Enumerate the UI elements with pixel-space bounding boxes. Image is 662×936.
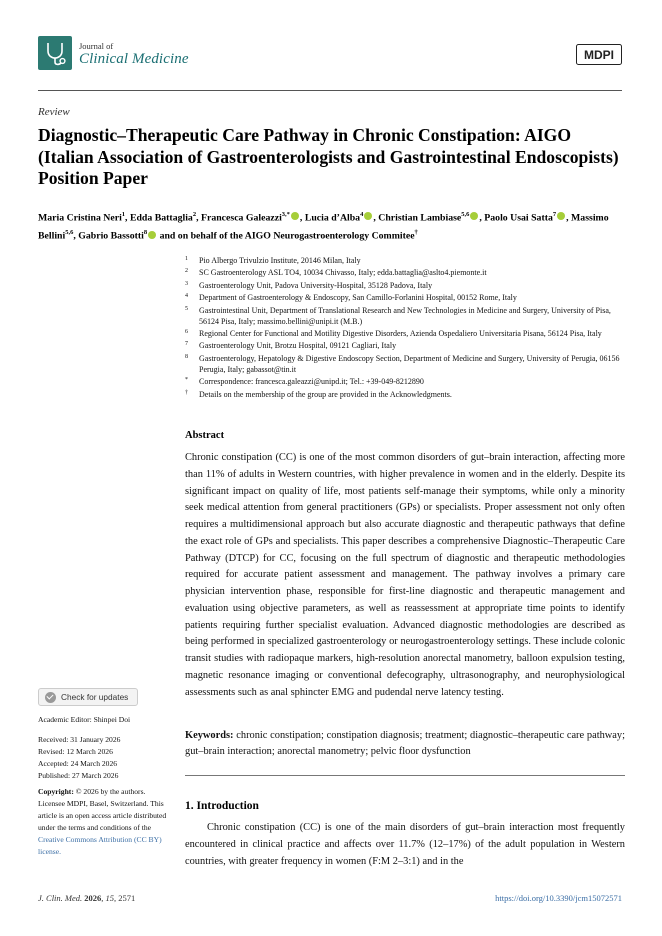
affiliation-text: Gastroenterology Unit, Padova University-Hospital, 35128 Padova, Italy (199, 280, 433, 290)
affiliation-number: 4 (185, 293, 188, 300)
author-separator: , (125, 212, 130, 224)
citation: J. Clin. Med. 2026, 15, 2571 (38, 893, 136, 903)
affiliation-item (185, 255, 625, 266)
license-link[interactable]: Creative Commons Attribution (CC BY) license. (38, 835, 162, 856)
author-separator: , (479, 212, 485, 224)
article-title: Diagnostic–Therapeutic Care Pathway in Chronic Constipation: AIGO (Italian Association of Gastroenterologists and Gastrointestinal Endoscopists) Position Paper (38, 125, 619, 188)
affiliation-item (185, 340, 625, 351)
orcid-icon[interactable] (291, 212, 299, 220)
received-date: Received: 31 January 2026 (38, 735, 121, 744)
author-affiliation-marker: 5,6 (65, 229, 74, 237)
copyright-notice (38, 786, 168, 858)
article-type: Review (38, 106, 70, 118)
academic-editor: Academic Editor: Shinpei Doi (38, 715, 131, 724)
keywords-divider (185, 775, 625, 776)
stethoscope-icon (38, 36, 72, 70)
author-separator: , (196, 212, 201, 224)
affiliation-item (185, 376, 625, 387)
affiliation-item (185, 280, 625, 291)
author-separator: , (566, 212, 572, 224)
affiliation-number: 6 (185, 328, 188, 335)
affiliation-text: Pio Albergo Trivulzio Institute, 20146 Milan, Italy (199, 256, 361, 265)
author-name[interactable]: Gabrio Bassotti (78, 230, 144, 242)
check-for-updates-label: Check for updates (61, 692, 129, 702)
orcid-icon[interactable] (148, 231, 156, 239)
affiliation-number: 5 (185, 305, 188, 312)
affiliation-number: * (185, 377, 188, 384)
affiliation-text: Details on the membership of the group are provided in the Acknowledgments. (199, 389, 452, 399)
affiliation-item (185, 305, 625, 327)
affiliation-item (185, 267, 625, 278)
journal-prefix: Journal of (79, 41, 114, 51)
affiliation-number: † (185, 389, 188, 396)
affiliation-text: Gastroenterology, Hepatology & Digestive Endoscopy Section, Department of Medicine and Surgery, University of Perugia, 06156 Perugia, Italy; gabassot@tin.it (199, 353, 620, 374)
affiliation-number: 7 (185, 341, 188, 348)
affiliation-item (185, 328, 625, 339)
affiliation-item (185, 389, 625, 400)
keywords (185, 728, 625, 760)
abstract-text: Chronic constipation (CC) is one of the most common disorders of gut–brain interaction, affecting more than 11% of adults in Western countries, with higher prevalence in women and in the elderly. Despite its significant impact on quality of life, most patients self-manage their symptoms, while only a minority seek medical attention from general practitioners (GPs) or specialists. Proper assessment not only often requires a multidimensional approach but also accurate diagnostic and therapeutic pathways that define the exact role of GPs and specialists. This paper describes a comprehensive Diagnostic–Therapeutic Care Pathway (DTCP) for CC, focusing on the full spectrum of diagnostic and therapeutic methodologies required for accurate patient assessment and management. The pathway involves a primary care physician intervention phase, responsible for first-line diagnostic and therapeutic management and evaluation using objective parameters, as well as reassessment at appropriate time points to identify patients requiring further specialist evaluation. Advanced diagnostic methodologies are described as being performed in specialized gastroenterology or neurogastroenterology settings. These include colonic transit studies with radiopaque markers, high-resolution anorectal manometry, balloon expulsion testing, magnetic resonance imaging or conventional defecography, ultrasonography, and neurophysiological assessments such as anal sphincter EMG and pudendal nerve latency testing. (185, 452, 625, 698)
affiliation-text: Regional Center for Functional and Motility Digestive Disorders, Azienda Ospedaliero Universitaria Pisana, 56124 Pisa, Italy (199, 328, 602, 338)
copyright-text: © 2026 by the authors. Licensee MDPI, Basel, Switzerland. This article is an open access article distributed under the terms and conditions of the (38, 787, 167, 832)
affiliation-text: Correspondence: francesca.galeazzi@unipd.it; Tel.: +39-049-8212890 (199, 377, 424, 387)
keywords-label: Keywords: (185, 730, 234, 741)
author-affiliation-marker: 2 (192, 211, 197, 218)
author-list (38, 207, 638, 244)
section-heading-introduction: 1. Introduction (185, 800, 259, 812)
author-separator: , (299, 212, 305, 224)
doi-link[interactable]: https://doi.org/10.3390/jcm15072571 (495, 893, 622, 903)
affiliation-text: SC Gastroenterology ASL TO4, 10034 Chivasso, Italy; edda.battaglia@aslto4.piemonte.it (199, 268, 487, 278)
author-affiliation-marker: 5,6 (461, 211, 470, 218)
author-name[interactable]: Maria Cristina Neri (38, 212, 122, 224)
author-name[interactable]: Edda Battaglia (129, 212, 193, 224)
keywords-text: chronic constipation; constipation diagnosis; treatment; diagnostic–therapeutic care pathway; gut–brain interaction; anorectal manometry; pelvic floor dysfunction (185, 730, 625, 757)
author-affiliation-marker: 4 (360, 211, 364, 218)
orcid-icon[interactable] (364, 212, 372, 220)
author-affiliation-marker: 8 (143, 229, 148, 237)
citation-page: , 2571 (114, 893, 136, 903)
journal-name[interactable]: Clinical Medicine (79, 51, 189, 67)
revised-date: Revised: 12 March 2026 (38, 747, 113, 756)
check-for-updates-button[interactable] (38, 688, 138, 706)
header-divider (38, 90, 622, 91)
citation-year: 2026 (84, 893, 102, 903)
author-name[interactable]: Francesca Galeazzi (201, 212, 282, 224)
abstract-heading: Abstract (185, 430, 225, 441)
article-dates (38, 734, 168, 782)
affiliation-number: 2 (185, 268, 188, 275)
citation-volume: 15 (105, 893, 115, 903)
affiliations (185, 255, 625, 401)
mdpi-logo-text: MDPI (584, 48, 614, 62)
author-affiliation-marker: 7 (552, 211, 557, 218)
author-affiliation-marker: 1 (121, 211, 126, 218)
affiliation-text: Department of Gastroenterology & Endoscopy, San Camillo-Forlanini Hospital, 00152 Rome, Italy (199, 293, 517, 303)
published-date: Published: 27 March 2026 (38, 771, 119, 780)
journal-logo (38, 36, 72, 70)
citation-journal: J. Clin. Med. (38, 893, 83, 903)
author-separator: , (373, 212, 379, 224)
affiliation-number: 8 (185, 353, 188, 360)
affiliation-number: 1 (185, 256, 188, 262)
copyright-label: Copyright: (38, 787, 74, 796)
orcid-icon[interactable] (557, 212, 565, 220)
author-affiliation-marker: † (414, 229, 418, 237)
mdpi-logo[interactable] (576, 44, 622, 65)
author-name[interactable]: Lucia d’Alba (304, 212, 361, 224)
author-name[interactable]: Massimo Bellini (38, 212, 609, 242)
affiliation-item (185, 353, 625, 375)
author-separator: , (73, 230, 79, 242)
author-name[interactable]: Paolo Usai Satta (484, 212, 553, 224)
affiliation-text: Gastroenterology Unit, Brotzu Hospital, 09121 Cagliari, Italy (199, 341, 397, 351)
introduction-text: Chronic constipation (CC) is one of the main disorders of gut–brain interaction most frequently encountered in clinical practice and affects over 11.7% (12–17%) of the adult population in Western countries, with greater frequency in women (F:M 2–3:1) and in the (185, 822, 625, 867)
author-name[interactable]: and on behalf of the AIGO Neurogastroenterology Commitee (159, 230, 415, 242)
author-name[interactable]: Christian Lambiase (378, 212, 462, 224)
check-icon (45, 692, 56, 703)
affiliation-number: 3 (185, 280, 188, 287)
accepted-date: Accepted: 24 March 2026 (38, 759, 118, 768)
orcid-icon[interactable] (470, 212, 478, 220)
affiliation-text: Gastrointestinal Unit, Department of Translational Research and New Technologies in Medicine and Surgery, University of Pisa, 56124 Pisa, Italy; massimo.bellini@unipi.it (M.B.) (199, 305, 611, 326)
affiliation-item (185, 292, 625, 303)
author-affiliation-marker: 3,* (281, 211, 290, 218)
